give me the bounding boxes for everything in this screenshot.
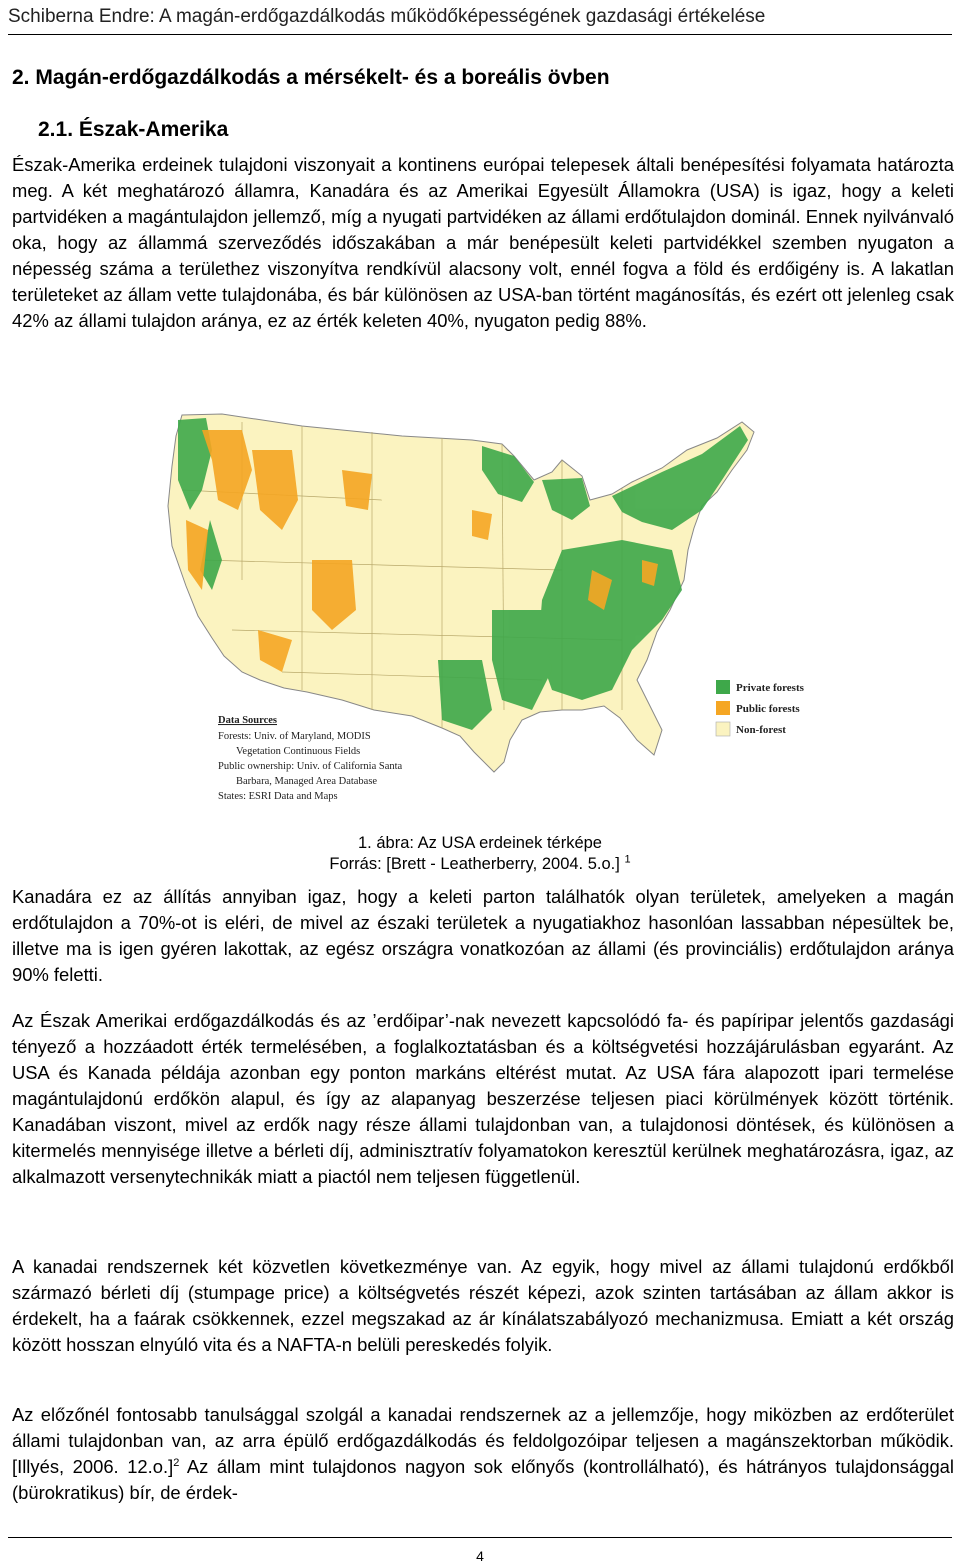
usa-forest-map-figure	[142, 410, 804, 820]
running-header	[0, 0, 960, 36]
figure-source-text: Forrás: [Brett - Leatherberry, 2004. 5.o.]	[329, 855, 620, 873]
footnote-ref-1: 1	[624, 853, 631, 866]
figure-caption: 1. ábra: Az USA erdeinek térképe	[358, 834, 602, 852]
legend-swatch-public	[716, 701, 730, 715]
running-title: Schiberna Endre: A magán-erdőgazdálkodás működőképességének gazdasági értékelése	[8, 6, 766, 27]
legend-swatch-nonforest	[716, 722, 730, 736]
page-number: 4	[476, 1548, 484, 1564]
legend-swatch-private	[716, 680, 730, 694]
data-sources-heading: Data Sources	[218, 715, 278, 726]
legend-label-public: Public forests	[736, 703, 800, 715]
paragraph-4: A kanadai rendszernek két közvetlen következménye van. Az egyik, hogy mivel az állami tulajdonú erdőkből származó bérleti díj (stumpage price) a költségvetés részét képezi, azok szinten tartásában az állam akkor is érdekelt, ha a faárak csökkennek, ezzel megszakad az ár kínálatszabályozó mechanizmusa. Emiatt a két ország között hosszan elnyúló vita és a NAFTA-n belüli pereskedés folyik.	[12, 1256, 954, 1355]
legend-label-private: Private forests	[736, 682, 804, 694]
data-source-line: States: ESRI Data and Maps	[218, 791, 338, 802]
legend-label-nonforest: Non-forest	[736, 724, 786, 736]
paragraph-5-part-2: Az állam mint tulajdonos nagyon sok előnyős (kontrollálható), és hátrányos tulajdonsággal (bürokratikus) bír, de érdek-	[12, 1456, 954, 1503]
header-rule	[8, 34, 952, 35]
paragraph-3: Az Észak Amerikai erdőgazdálkodás és az ’erdőipar’-nak nevezett kapcsolódó fa- és papíripar jelentős gazdasági tényező a hozzáadott érték termelésében, a foglalkoztatásban és a költségvetési hozzájárulásban egyaránt. Az USA és Kanada példája azonban egy ponton markáns eltérést mutat. Az USA fára alapozott ipari termelése magántulajdonú erdőkön alapul, és így az alapanyag beszerzése teljesen piaci körülmények között történik. Kanadában viszont, mivel az erdők nagy része állami tulajdonban van, a tulajdonosi döntések, és különösen a kitermelés mennyisége illetve a bérleti díj, adminisztratív folyamatokon keresztül kerülnek meghatározásra, igaz, az alkalmazott versenytechnikák miatt a piactól nem teljesen függetlenül.	[12, 1010, 954, 1187]
subsection-heading: 2.1. Észak-Amerika	[38, 118, 229, 141]
data-source-line: Barbara, Managed Area Database	[236, 776, 378, 787]
map-data-sources	[218, 715, 403, 802]
paragraph-5	[12, 1402, 954, 1506]
usa-forest-map	[142, 410, 804, 820]
footer-rule	[8, 1537, 952, 1538]
data-source-line: Vegetation Continuous Fields	[236, 746, 361, 757]
paragraph-1: Észak-Amerika erdeinek tulajdoni viszonyait a kontinens európai telepesek általi benépesítési folyamata határozta meg. A két meghatározó államra, Kanadára és az Amerikai Egyesült Államokra (USA) is igaz, hogy a keleti partvidéken a magántulajdon jellemző, míg a nyugati partvidéken az állami erdőtulajdon dominál. Ennek nyilvánvaló oka, hogy az állammá szerveződés időszakában a már benépesült keleti partvidékkel szemben nyugaton a népesség száma a területhez viszonyítva rendkívül alacsony volt, ennél fogva a föld és erdőigény is. A lakatlan területeket az állam vette tulajdonába, és bár különösen az USA-ban történt magánosítás, és ezért ott jelenleg csak 42% az állami tulajdon aránya, ez az érték keleten 40%, nyugaton pedig 88%.	[12, 154, 954, 331]
section-heading: 2. Magán-erdőgazdálkodás a mérsékelt- és a boreális övben	[12, 66, 610, 89]
paragraph-2: Kanadára ez az állítás annyiban igaz, hogy a keleti parton találhatók olyan területek, amelyeken a magán erdőtulajdon a 70%-ot is eléri, de mivel az északi területek a nyugatiakhoz hasonlóan lassabban népesültek be, illetve ma is igen gyéren lakottak, az egész országra vonatkozóan az állami (és provinciális) erdőtulajdon aránya 90% feletti.	[12, 886, 954, 985]
data-source-line: Forests: Univ. of Maryland, MODIS	[218, 731, 371, 742]
paragraph-5-part-1: Az előzőnél fontosabb tanulsággal szolgál a kanadai rendszernek az a jellemzője, hogy miközben az erdőterület állami tulajdonban van, az arra épülő erdőgazdálkodás és feldolgozóipar teljesen a magánszektorban működik. [Illyés, 2006. 12.o.]	[12, 1404, 954, 1477]
data-source-line: Public ownership: Univ. of California Santa	[218, 761, 403, 772]
map-legend	[716, 680, 805, 736]
footnote-ref-2: 2	[173, 1456, 180, 1469]
figure-source	[0, 855, 960, 874]
